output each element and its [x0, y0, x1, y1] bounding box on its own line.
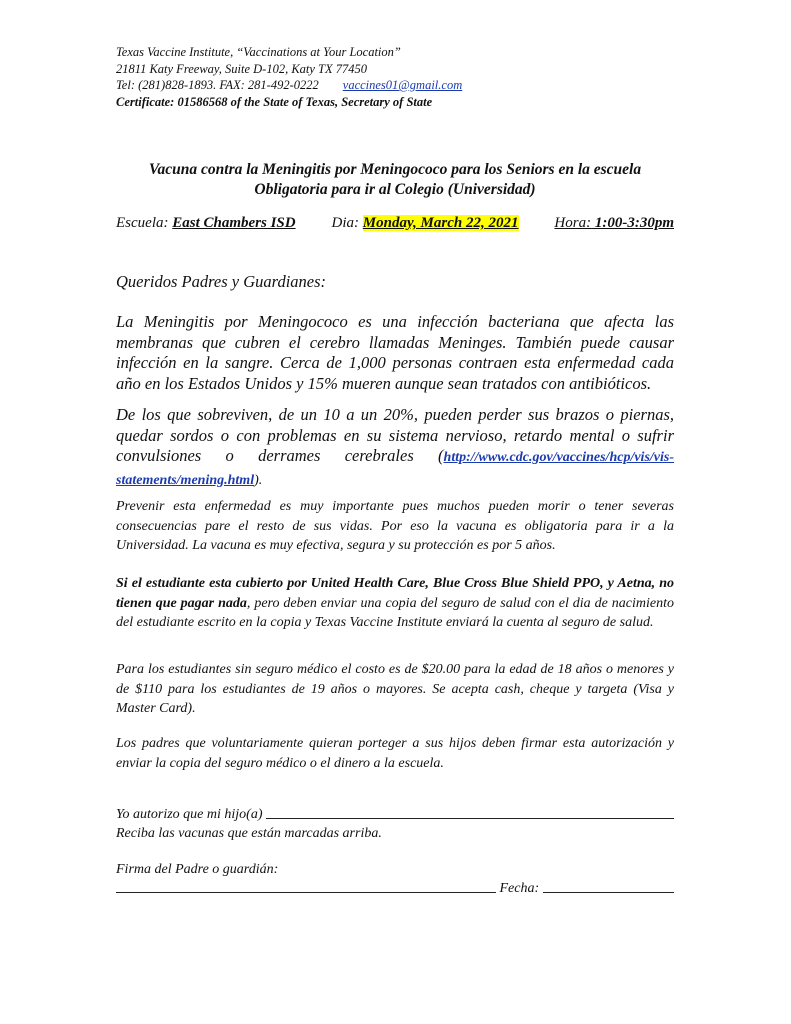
school-info: [116, 215, 296, 232]
time-info: [554, 215, 674, 232]
paragraph-3: Prevenir esta enfermedad es muy importante pues muchos pueden morir o tener severas consecuencias pare el resto de sus vidas. Por eso la vacuna es obligatoria para ir a la Universidad. La vacuna es muy efectiva, segura y su protección es por 5 años.: [116, 499, 674, 553]
paragraph-2-text: De los que sobreviven, de un 10 a un 20%, pueden perder sus brazos o piernas, quedar sordos o con problemas en su sistema nervioso, retardo mental o sufrir convulsiones o derrames cerebrales (: [116, 405, 674, 465]
title-line-2: Obligatoria para ir al Colegio (Universidad): [254, 181, 536, 198]
signature-row: [116, 879, 674, 898]
parent-label: Firma del Padre o guardián:: [116, 862, 279, 877]
paragraph-5: Para los estudiantes sin seguro médico el costo es de $20.00 para la edad de 18 años o menores y de $110 para los estudiantes de 19 años o mayores. Se acepta cash, cheque y targeta (Visa y Master Card).: [116, 662, 674, 716]
child-name-line[interactable]: [266, 805, 674, 819]
paragraph-4-rest: , pero deben enviar una copia del seguro de salud con el dia de nacimiento del estudiante escrito en la copia y Texas Vaccine Institute enviará la cuenta al seguro de salud.: [116, 595, 674, 630]
authorize-row: [116, 805, 674, 824]
parent-signature-line[interactable]: [116, 879, 496, 893]
authorization-block: [116, 805, 674, 843]
paragraph-4-bold: Si el estudiante esta cubierto por United Health Care, Blue Cross Blue Shield PPO, y Aetna, no tienen que pagar nada: [116, 576, 674, 611]
paragraph-1: La Meningitis por Meningococo es una infección bacteriana que afecta las membranas que cubren el cerebro llamadas Meninges. También puede causar infección en la sangre. Cerca de 1,000 personas contraen esta enfermedad cada año en los Estados Unidos y 15% mueren aunque sean tratados con antibióticos.: [116, 312, 674, 393]
paragraph-2: [116, 405, 674, 491]
letterhead-certificate: Certificate: 01586568 of the State of Texas, Secretary of State: [116, 94, 433, 109]
day-info: [332, 215, 519, 232]
title-line-1: Vacuna contra la Meningitis por Meningococo para los Seniors en la escuela: [148, 161, 642, 178]
letterhead-contact: [116, 77, 462, 94]
paragraph-6: Los padres que voluntariamente quieran porteger a sus hijos deben firmar esta autorización y enviar la copia del seguro médico o el dinero a la escuela.: [116, 736, 674, 771]
school-value: East Chambers ISD: [172, 215, 296, 231]
greeting: Queridos Padres y Guardianes:: [116, 272, 327, 291]
letterhead: [116, 44, 462, 110]
parent-signature-block: [116, 860, 674, 898]
event-info: [116, 215, 674, 232]
date-line[interactable]: [543, 879, 674, 893]
receive-text: Reciba las vacunas que están marcadas arriba.: [116, 826, 382, 841]
date-label: Fecha:: [496, 881, 543, 896]
time-label: Hora:: [554, 215, 592, 231]
letterhead-phone-fax: Tel: (281)828-1893. FAX: 281-492-0222: [116, 78, 319, 92]
authorize-label: Yo autorizo que mi hijo(a): [116, 807, 266, 822]
letterhead-address: 21811 Katy Freeway, Suite D-102, Katy TX 77450: [116, 61, 368, 76]
school-label: Escuela:: [116, 215, 173, 231]
email-link[interactable]: vaccines01@gmail.com: [342, 78, 463, 92]
day-label: Dia:: [331, 215, 363, 231]
paragraph-4: [116, 574, 674, 633]
letterhead-org: Texas Vaccine Institute, “Vaccinations at Your Location”: [116, 45, 401, 59]
paragraph-2-end: ).: [254, 472, 263, 488]
document-title: [116, 160, 674, 200]
day-value: Monday, March 22, 2021: [362, 215, 519, 231]
cdc-link[interactable]: http://www.cdc.gov/vaccines/hcp/vis/vis-statements/mening.html: [116, 450, 674, 488]
time-value: 1:00-3:30pm: [591, 215, 674, 231]
